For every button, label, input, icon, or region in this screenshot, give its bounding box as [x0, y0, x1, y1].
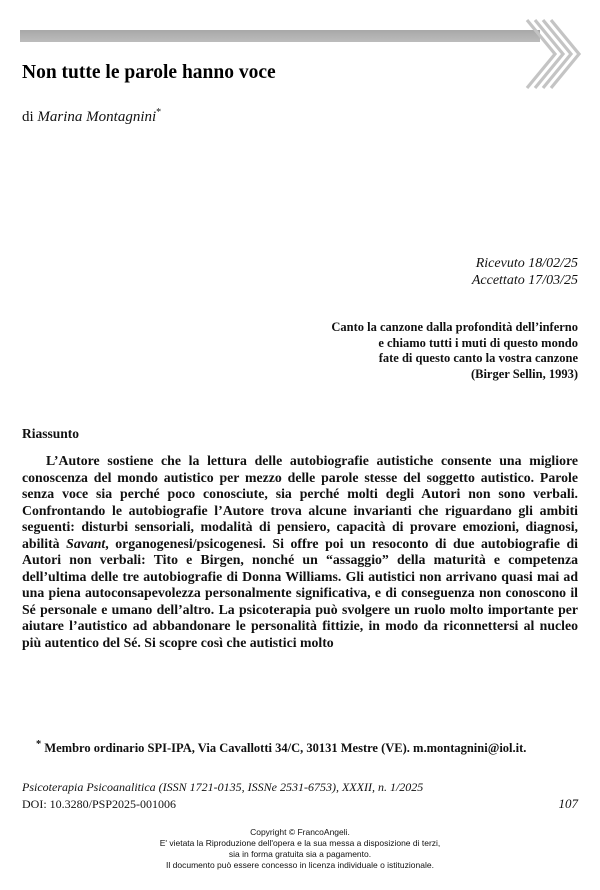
- byline-prefix: di: [22, 109, 34, 125]
- copyright-line: Copyright © FrancoAngeli.: [250, 827, 350, 837]
- byline: [22, 107, 161, 126]
- submission-dates: [472, 255, 578, 289]
- chevron-logo-icon: [525, 16, 585, 92]
- epigraph-citation: (Birger Sellin, 1993): [470, 366, 578, 381]
- abstract-italic-term: Savant: [66, 535, 106, 551]
- abstract-text-part-1: L’Autore sostiene che la lettura delle autobiografie autistiche consente una migliore conoscenza del mondo autistico per mezzo delle parole stesse del soggetto autistico. Parole senza voce sia perché poco conosciute, sia perché molti degli Autori non sono verbali. Confrontando le autobiografie l’Autore trova alcune invarianti che riguardano gli ambiti seguenti: disturbi sensoriali, modalità di pensiero, capacità di provare emozioni, diagnosi, abilità: [22, 453, 578, 551]
- copyright-line: sia in forma gratuita sia a pagamento.: [228, 849, 372, 859]
- footnote-text: Membro ordinario SPI-IPA, Via Cavallotti 34/C, 30131 Mestre (VE). m.montagnini@iol.it.: [44, 741, 527, 756]
- epigraph-line: Canto la canzone dalla profondità dell’inferno: [331, 320, 578, 334]
- received-date: Ricevuto 18/02/25: [475, 256, 578, 271]
- abstract-heading: Riassunto: [22, 426, 80, 441]
- abstract-body: [22, 453, 578, 651]
- author-footnote: [22, 737, 578, 757]
- epigraph-line: fate di questo canto la vostra canzone: [378, 351, 578, 365]
- epigraph-line: e chiamo tutti i muti di questo mondo: [378, 335, 578, 350]
- accepted-date: Accettato 17/03/25: [471, 273, 578, 288]
- author-footnote-mark: *: [156, 107, 162, 118]
- header-bar: [20, 30, 540, 42]
- doi: DOI: 10.3280/PSP2025-001006: [22, 797, 177, 811]
- copyright-line: Il documento può essere concesso in licenza individuale o istituzionale.: [166, 860, 434, 870]
- article-title: Non tutte le parole hanno voce: [22, 62, 276, 83]
- footnote-mark: *: [36, 739, 42, 750]
- copyright-line: E' vietata la Riproduzione dell'opera e la sua messa a disposizione di terzi,: [159, 838, 441, 848]
- page-number: 107: [558, 796, 578, 811]
- copyright-notice: [0, 827, 600, 871]
- abstract-text-part-2: , organogenesi/psicogenesi. Si offre poi un resoconto di due autobiografie di Autori non verbali: Tito e Birgen, nonché un “assaggio” della maturità e competenza dell’ultima delle tre autobiografie di Donna Williams. Gli autistici non arrivano quasi mai ad una piena autoconsapevolezza personalmente significativa, e di conseguenza non conoscono il Sé personale e umano dell’altro. La psicoterapia può svolgere un ruolo molto importante per aiutare l’autistico ad abbandonare le personalità fittizie, in modo da riconnettersi al nucleo più autentico del Sé. Si scopre così che autistici molto: [22, 535, 579, 650]
- author-name: Marina Montagnini: [37, 109, 157, 125]
- journal-citation: Psicoterapia Psicoanalitica (ISSN 1721-0135, ISSNe 2531-6753), XXXII, n. 1/2025: [22, 780, 424, 794]
- epigraph: [331, 320, 578, 382]
